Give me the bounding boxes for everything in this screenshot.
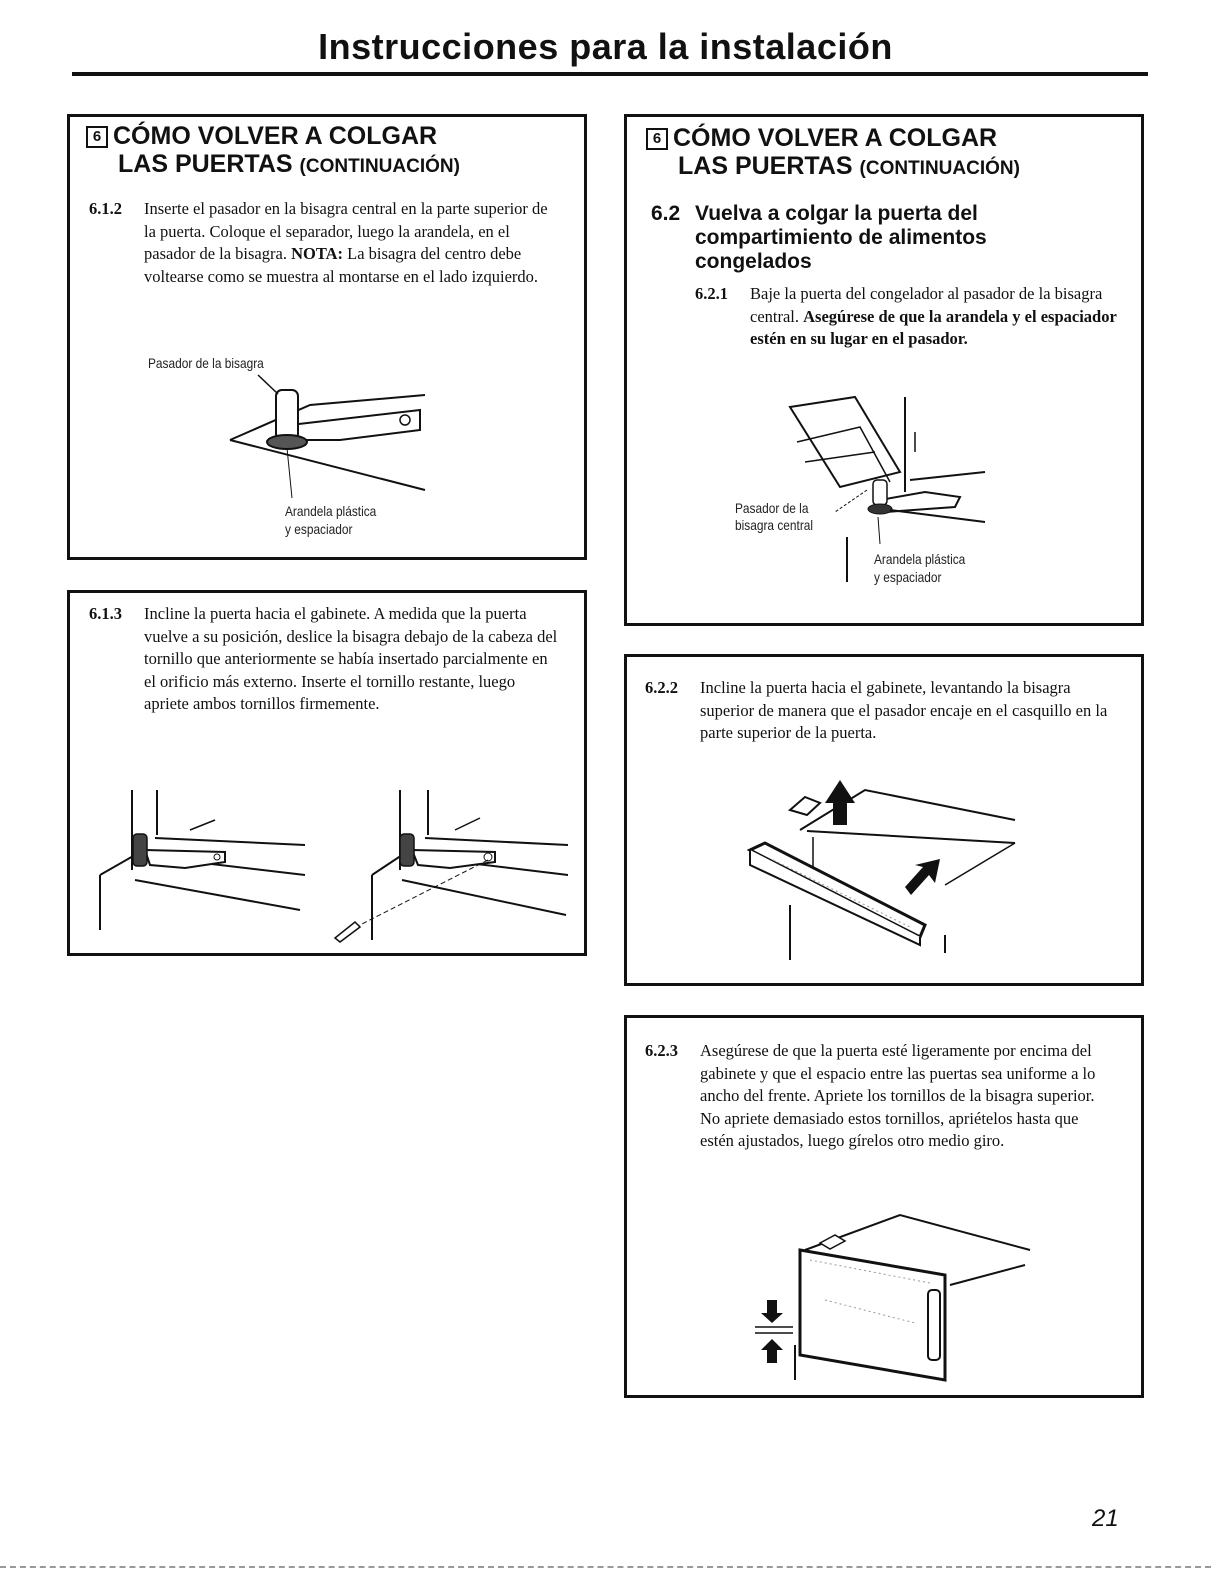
step-number: 6.2.1 (695, 284, 728, 303)
step-text: Baje la puerta del congelador al pasador de la bisagra central. (750, 284, 1103, 326)
section-number-badge: 6 (646, 128, 668, 150)
heading-line2: LAS PUERTAS (678, 152, 853, 180)
step-6-1-2 (89, 198, 559, 288)
heading-cont: (CONTINUACIÓN) (859, 158, 1020, 179)
step-6-2-1 (695, 283, 1120, 351)
step-text: Incline la puerta hacia el gabinete. A medida que la puerta vuelve a su posición, deslice la bisagra debajo de la cabeza del tornillo que anteriormente se había insertado parcialmente en el orificio más externo. Inserte el tornillo restante, luego apriete ambos tornillos firmemente. (144, 604, 558, 714)
heading-line2: LAS PUERTAS (118, 150, 293, 178)
step-number: 6.1.2 (89, 199, 122, 218)
label-center-pin-line2: bisagra central (735, 517, 814, 533)
heading-cont: (CONTINUACIÓN) (299, 156, 460, 177)
scan-edge (0, 1566, 1211, 1568)
step-number: 6.2.2 (645, 678, 678, 697)
page-number: 21 (1092, 1505, 1119, 1532)
label-washer-line2: y espaciador (285, 521, 353, 537)
label-center-pin-line1: Pasador de la (735, 500, 809, 516)
hinge-screw-illustration-left (95, 790, 310, 940)
right-box1-heading (646, 124, 1020, 183)
title-rule (72, 72, 1148, 76)
subsection-6-2 (651, 202, 1081, 274)
page-title: Instrucciones para la instalación (318, 26, 893, 67)
step-number: 6.2.3 (645, 1041, 678, 1060)
step-6-2-2 (645, 677, 1115, 745)
hinge-pin-illustration (220, 370, 440, 500)
section-number-badge: 6 (86, 126, 108, 148)
step-text: Inserte el pasador en la bisagra central en la parte superior de la puerta. Coloque el separador, luego la arandela, en el pasador de la bisagra. (144, 199, 548, 264)
door-tilt-illustration (745, 775, 1020, 965)
step-number: 6.1.3 (89, 604, 122, 623)
hinge-screw-illustration-right (330, 790, 570, 945)
step-text: Incline la puerta hacia el gabinete, levantando la bisagra superior de manera que el pasador encaje en el casquillo en la parte superior de la puerta. (700, 678, 1108, 743)
left-box1-heading (86, 122, 460, 181)
label-washer-line1: Arandela plástica (874, 551, 966, 567)
subsection-title: Vuelva a colgar la puerta del compartimiento de alimentos congelados (695, 202, 987, 273)
step-text-bold: Asegúrese de que la arandela y el espaciador estén en su lugar en el pasador. (750, 306, 1117, 349)
step-6-2-3 (645, 1040, 1115, 1153)
step-6-1-3 (89, 603, 559, 716)
note-label: NOTA: (291, 244, 344, 264)
heading-line1: CÓMO VOLVER A COLGAR (673, 124, 998, 152)
step-text-2: No apriete demasiado estos tornillos, apriételos hasta que estén ajustados, luego gírelos otro medio giro. (700, 1108, 1079, 1151)
step-text: Asegúrese de que la puerta esté ligeramente por encima del gabinete y que el espacio entre las puertas sea uniforme a lo ancho del frente. Apriete los tornillos de la bisagra superior. (700, 1041, 1096, 1106)
subsection-number: 6.2 (651, 202, 681, 225)
label-washer-line1: Arandela plástica (285, 503, 377, 519)
door-alignment-illustration (755, 1205, 1035, 1385)
step-text-cont: La bisagra del centro debe voltearse como se muestra al montarse en el lado izquierdo. (144, 244, 539, 286)
heading-line1: CÓMO VOLVER A COLGAR (113, 122, 438, 150)
label-hinge-pin: Pasador de la bisagra (148, 355, 264, 371)
label-washer-line2: y espaciador (874, 569, 942, 585)
